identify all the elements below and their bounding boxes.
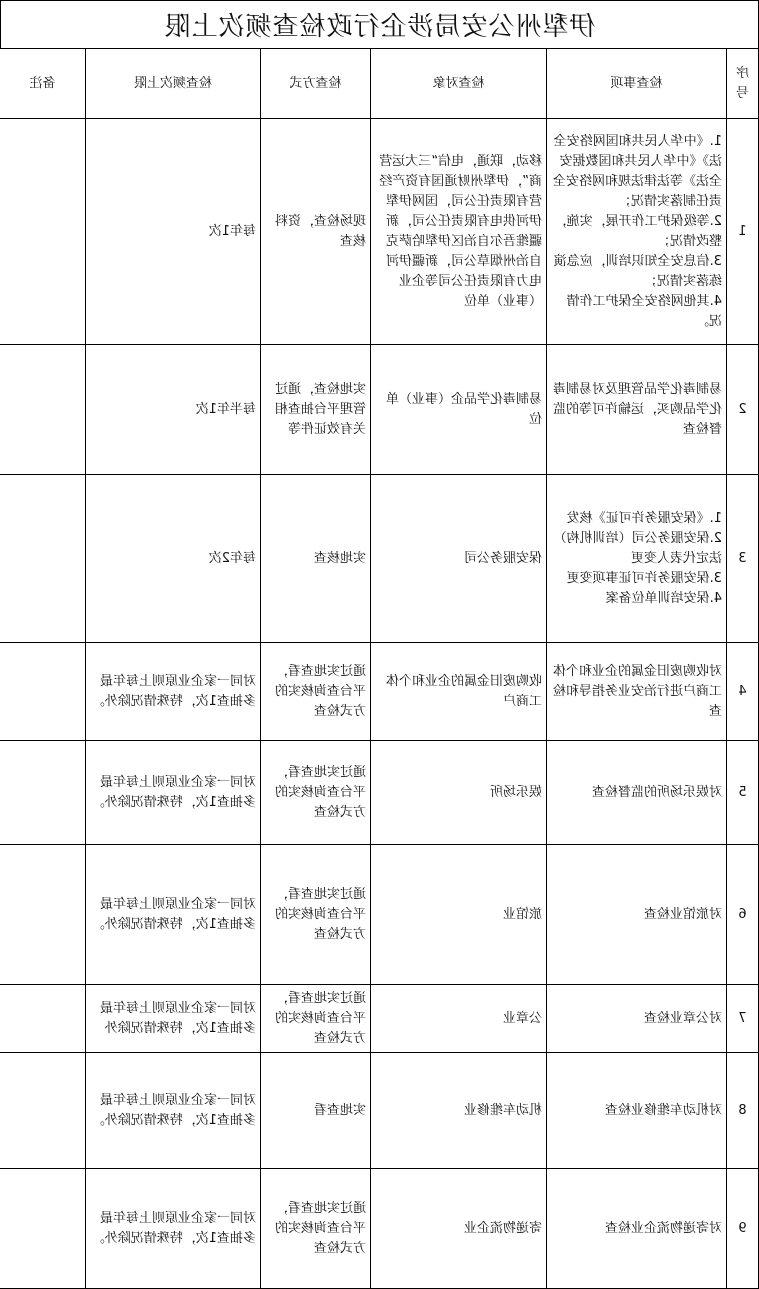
table-row (0, 845, 759, 985)
cell-seq: 2 (727, 345, 759, 475)
cell-target: 旅馆业 (371, 845, 547, 985)
cell-method: 现场检查，资料核查 (261, 119, 371, 345)
cell-freq: 每年1次 (86, 119, 261, 345)
cell-seq: 6 (727, 845, 759, 985)
cell-item: 易制毒化学品管理及对易制毒化学品购买，运输许可等的监督检查 (547, 345, 727, 475)
cell-note (0, 475, 86, 643)
cell-note (0, 643, 86, 741)
cell-target: 易制毒化学品企（事业）单位 (371, 345, 547, 475)
cell-method: 实地查看 (261, 1053, 371, 1169)
cell-note (0, 1053, 86, 1169)
cell-item: 1.《保安服务许可证》核发 2.保安服务公司（培训机构）法定代表人变更 3.保安服务许可证事项变更 4.保安培训单位备案 (547, 475, 727, 643)
cell-freq: 对同一家企业原则上每年最多抽查1次，特殊情况除外。 (86, 1169, 261, 1289)
header-note: 备注 (0, 49, 86, 119)
cell-seq: 1 (727, 119, 759, 345)
cell-item: 对机动车维修业检查 (547, 1053, 727, 1169)
cell-item: 对旅馆业检查 (547, 845, 727, 985)
cell-method: 实地检查，通过管理平台抽查相关有效证件等 (261, 345, 371, 475)
cell-item: 对寄递物流企业检查 (547, 1169, 727, 1289)
cell-method: 通过实地查看，平台查询核实的方式检查 (261, 741, 371, 845)
table-row (0, 1169, 759, 1289)
cell-freq: 每半年1次 (86, 345, 261, 475)
document-title: 伊犁州公安局涉企行政检查频次上限 (0, 0, 759, 48)
table-row (0, 741, 759, 845)
cell-seq: 4 (727, 643, 759, 741)
cell-item: 1.《中华人民共和国网络安全法》《中华人民共和国数据安全法》等法律法规和网络安全责任制落实情况； 2.等级保护工作开展，实施，整改情况； 3.信息安全知识培训，应急演练落实情况； 4.其他网络安全保护工作情况。 (547, 119, 727, 345)
cell-freq: 对同一家企业原则上每年最多抽查1次，特殊情况除外。 (86, 845, 261, 985)
cell-method: 通过实地查看，平台查询核实的方式检查 (261, 845, 371, 985)
cell-freq: 每年2次 (86, 475, 261, 643)
cell-target: 寄递物流企业 (371, 1169, 547, 1289)
table-row (0, 345, 759, 475)
header-seq: 序号 (727, 49, 759, 119)
cell-note (0, 1169, 86, 1289)
cell-seq: 8 (727, 1053, 759, 1169)
header-item: 检查事项 (547, 49, 727, 119)
cell-seq: 9 (727, 1169, 759, 1289)
cell-seq: 3 (727, 475, 759, 643)
cell-target: 收购废旧金属的企业和个体工商户 (371, 643, 547, 741)
cell-item: 对娱乐场所的监督检查 (547, 741, 727, 845)
cell-target: 机动车维修业 (371, 1053, 547, 1169)
cell-item: 对收购废旧金属的企业和个体工商户进行治安业务指导和检查 (547, 643, 727, 741)
cell-method: 通过实地查看，平台查询核实的方式检查 (261, 985, 371, 1053)
table-row (0, 1053, 759, 1169)
cell-freq: 对同一家企业原则上每年最多抽查1次，特殊情况除外。 (86, 643, 261, 741)
header-row (0, 49, 759, 119)
header-method: 检查方式 (261, 49, 371, 119)
cell-freq: 对同一家企业原则上每年最多抽查1次，特殊情况除外。 (86, 741, 261, 845)
cell-target: 公章业 (371, 985, 547, 1053)
cell-note (0, 345, 86, 475)
cell-note (0, 845, 86, 985)
cell-target: 保安服务公司 (371, 475, 547, 643)
header-target: 检查对象 (371, 49, 547, 119)
inspection-table (0, 48, 759, 1289)
cell-method: 实地核查 (261, 475, 371, 643)
cell-freq: 对同一家企业原则上每年最多抽查1次，特殊情况除外 (86, 985, 261, 1053)
cell-target: 娱乐场所 (371, 741, 547, 845)
cell-note (0, 119, 86, 345)
table-row (0, 475, 759, 643)
cell-target: 移动，联通，电信“三大运营商”，伊犁州财通国有资产经营有限责任公司，国网伊犁伊河供电有限责任公司，新疆维吾尔自治区伊犁哈萨克自治州烟草公司，新疆伊河电力有限责任公司等企业（事业）单位 (371, 119, 547, 345)
cell-method: 通过实地查看，平台查询核实的方式检查 (261, 1169, 371, 1289)
cell-note (0, 741, 86, 845)
table-row (0, 643, 759, 741)
cell-method: 通过实地查看，平台查询核实的方式检查 (261, 643, 371, 741)
cell-seq: 7 (727, 985, 759, 1053)
cell-freq: 对同一家企业原则上每年最多抽查1次，特殊情况除外。 (86, 1053, 261, 1169)
cell-note (0, 985, 86, 1053)
cell-item: 对公章业检查 (547, 985, 727, 1053)
table-row (0, 985, 759, 1053)
header-freq: 检查频次上限 (86, 49, 261, 119)
table-row (0, 119, 759, 345)
cell-seq: 5 (727, 741, 759, 845)
